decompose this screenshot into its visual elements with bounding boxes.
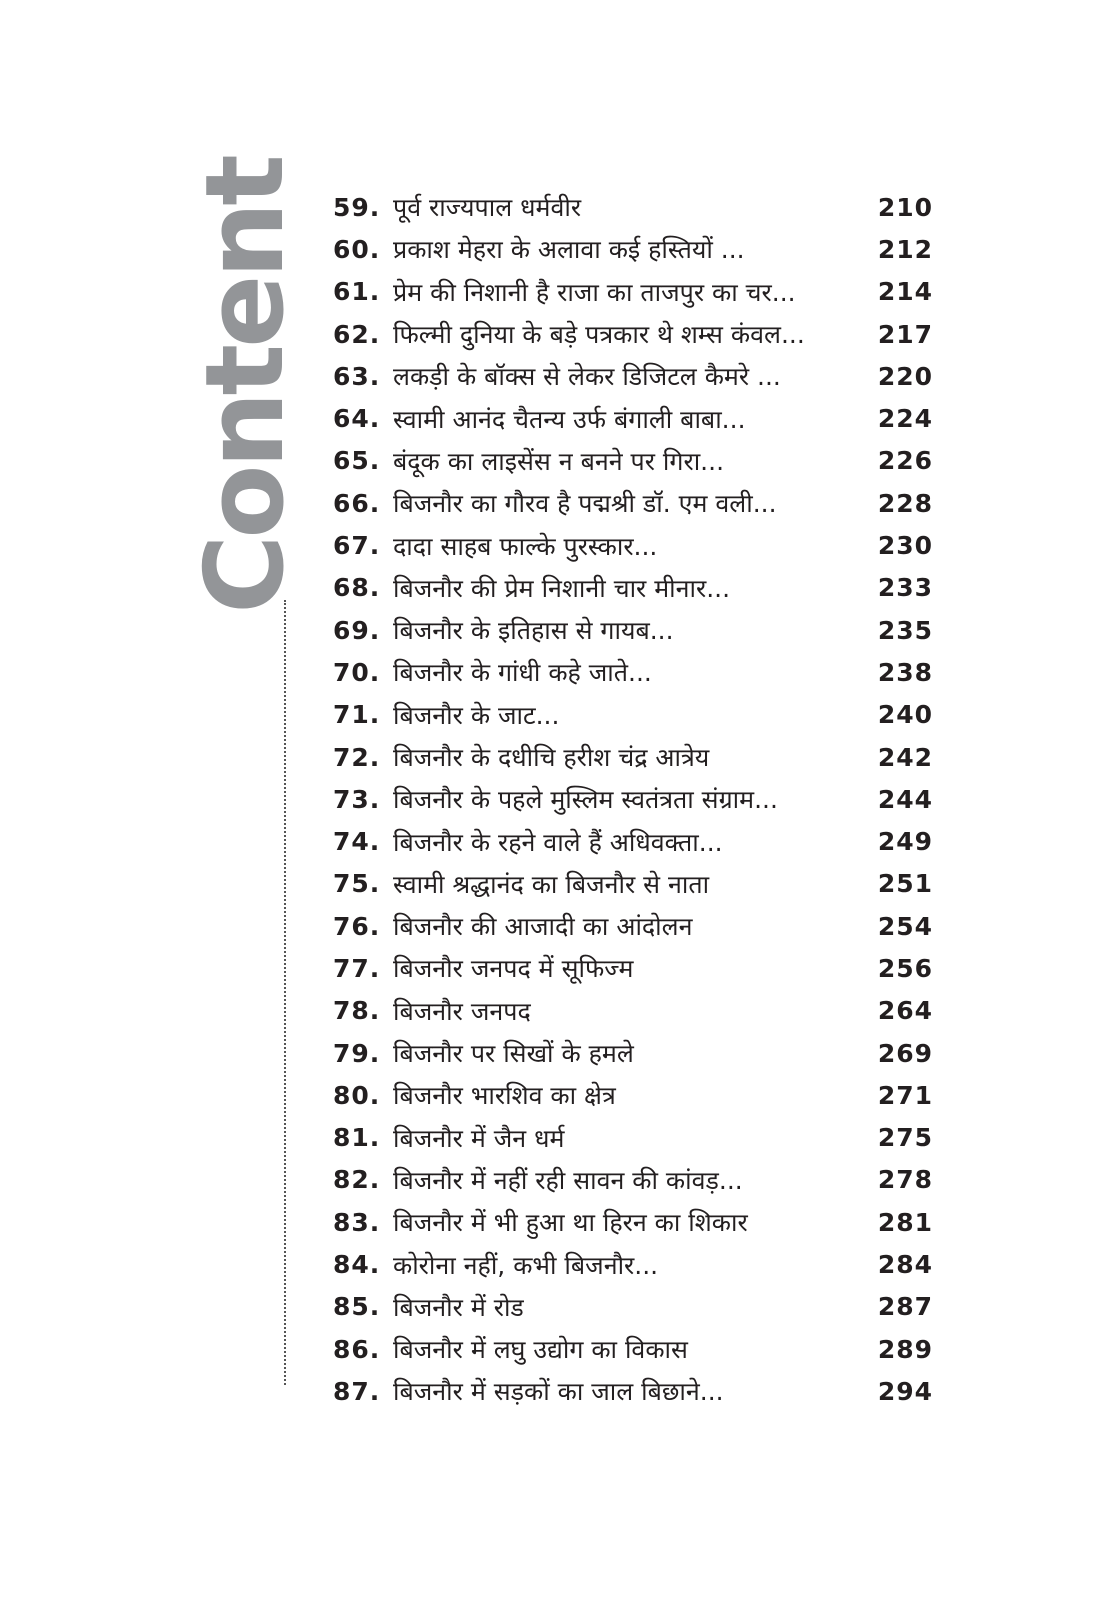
- toc-entry-number: 76.: [333, 911, 381, 941]
- toc-entry-title: बिजनौर जनपद: [393, 996, 531, 1026]
- toc-entry-title: बिजनौर के इतिहास से गायब...: [393, 616, 674, 646]
- toc-entry-page-number: 238: [877, 657, 933, 687]
- toc-entry-page-number: 281: [877, 1207, 933, 1237]
- toc-entry[interactable]: [333, 1159, 933, 1201]
- toc-entry-page-number: 269: [877, 1038, 933, 1068]
- content-side-title: [183, 157, 309, 614]
- toc-entry-title: बिजनौर में सड़कों का जाल बिछाने...: [393, 1377, 724, 1407]
- toc-entry-number: 72.: [333, 742, 381, 772]
- content-side-title-text: Content: [183, 157, 309, 614]
- toc-entry[interactable]: [333, 1201, 933, 1243]
- toc-entry-title: बिजनौर में लघु उद्योग का विकास: [393, 1335, 688, 1365]
- toc-entry-title: बिजनौर में नहीं रही सावन की कांवड़...: [393, 1165, 743, 1195]
- toc-entry-page-number: 233: [877, 573, 933, 603]
- toc-entry[interactable]: [333, 1117, 933, 1159]
- toc-entry-number: 73.: [333, 784, 381, 814]
- toc-entry-title: स्वामी आनंद चैतन्य उर्फ बंगाली बाबा...: [393, 404, 746, 434]
- toc-entry-page-number: 240: [877, 700, 933, 730]
- table-of-contents: [333, 186, 933, 1413]
- toc-entry-title: बिजनौर की प्रेम निशानी चार मीनार...: [393, 573, 731, 603]
- toc-entry-title: बिजनौर की आजादी का आंदोलन: [393, 912, 693, 942]
- toc-entry-number: 65.: [333, 446, 381, 476]
- toc-entry[interactable]: [333, 567, 933, 609]
- toc-entry[interactable]: [333, 651, 933, 693]
- toc-entry-number: 66.: [333, 488, 381, 518]
- toc-entry-title: बिजनौर में जैन धर्म: [393, 1123, 565, 1153]
- toc-entry[interactable]: [333, 990, 933, 1032]
- toc-entry-number: 63.: [333, 361, 381, 391]
- toc-entry[interactable]: [333, 1370, 933, 1412]
- toc-entry-title: बिजनौर पर सिखों के हमले: [393, 1039, 634, 1069]
- toc-entry-title: बिजनौर के जाट...: [393, 700, 560, 730]
- toc-entry[interactable]: [333, 1286, 933, 1328]
- toc-entry-page-number: 244: [877, 784, 933, 814]
- toc-entry-number: 69.: [333, 615, 381, 645]
- toc-entry[interactable]: [333, 947, 933, 989]
- toc-entry-number: 84.: [333, 1250, 381, 1280]
- toc-entry[interactable]: [333, 524, 933, 566]
- toc-entry-page-number: 256: [877, 953, 933, 983]
- toc-entry[interactable]: [333, 313, 933, 355]
- toc-entry-number: 62.: [333, 319, 381, 349]
- toc-entry-title: बिजनौर भारशिव का क्षेत्र: [393, 1081, 616, 1111]
- toc-entry-number: 80.: [333, 1080, 381, 1110]
- toc-entry-number: 74.: [333, 827, 381, 857]
- toc-entry-title: फिल्मी दुनिया के बड़े पत्रकार थे शम्स कंवल...: [393, 320, 805, 350]
- toc-entry-title: कोरोना नहीं, कभी बिजनौर...: [393, 1250, 659, 1280]
- toc-entry[interactable]: [333, 1328, 933, 1370]
- toc-entry-title: बिजनौर के पहले मुस्लिम स्वतंत्रता संग्राम...: [393, 785, 778, 815]
- toc-entry-title: बिजनौर के रहने वाले हैं अधिवक्ता...: [393, 827, 723, 857]
- toc-entry-number: 81.: [333, 1123, 381, 1153]
- toc-entry-page-number: 251: [877, 869, 933, 899]
- toc-entry-page-number: 275: [877, 1123, 933, 1153]
- toc-entry-page-number: 242: [877, 742, 933, 772]
- toc-entry-number: 61.: [333, 277, 381, 307]
- toc-entry-number: 82.: [333, 1165, 381, 1195]
- toc-entry-page-number: 210: [877, 192, 933, 222]
- toc-entry-page-number: 289: [877, 1334, 933, 1364]
- toc-entry-number: 79.: [333, 1038, 381, 1068]
- toc-entry-number: 70.: [333, 657, 381, 687]
- toc-entry-number: 75.: [333, 869, 381, 899]
- toc-entry[interactable]: [333, 355, 933, 397]
- toc-entry-number: 86.: [333, 1334, 381, 1364]
- toc-entry-title: बिजनौर का गौरव है पद्मश्री डॉ. एम वली...: [393, 489, 777, 519]
- toc-entry[interactable]: [333, 228, 933, 270]
- toc-entry-page-number: 284: [877, 1250, 933, 1280]
- toc-entry-title: लकड़ी के बॉक्स से लेकर डिजिटल कैमरे ...: [393, 362, 781, 392]
- toc-entry-page-number: 264: [877, 996, 933, 1026]
- toc-entry[interactable]: [333, 1032, 933, 1074]
- toc-entry-title: बिजनौर के दधीचि हरीश चंद्र आत्रेय: [393, 743, 710, 772]
- toc-entry-number: 87.: [333, 1376, 381, 1406]
- toc-entry[interactable]: [333, 482, 933, 524]
- toc-entry-page-number: 287: [877, 1292, 933, 1322]
- toc-entry-number: 83.: [333, 1207, 381, 1237]
- toc-entry-title: बिजनौर जनपद में सूफिज्म: [393, 954, 634, 984]
- toc-entry[interactable]: [333, 863, 933, 905]
- toc-entry[interactable]: [333, 440, 933, 482]
- toc-entry-number: 71.: [333, 700, 381, 730]
- toc-entry[interactable]: [333, 397, 933, 439]
- toc-entry-title: प्रकाश मेहरा के अलावा कई हस्तियों ...: [393, 235, 745, 265]
- toc-entry-page-number: 214: [877, 277, 933, 307]
- toc-entry-page-number: 235: [877, 615, 933, 645]
- toc-entry-title: दादा साहब फाल्के पुरस्कार...: [393, 531, 658, 561]
- toc-entry-number: 77.: [333, 953, 381, 983]
- toc-entry[interactable]: [333, 186, 933, 228]
- toc-entry-page-number: 220: [877, 361, 933, 391]
- toc-entry-number: 59.: [333, 192, 381, 222]
- toc-entry-number: 68.: [333, 573, 381, 603]
- toc-entry-number: 67.: [333, 531, 381, 561]
- toc-entry-page-number: 271: [877, 1080, 933, 1110]
- toc-entry-page-number: 228: [877, 488, 933, 518]
- toc-entry[interactable]: [333, 905, 933, 947]
- toc-entry[interactable]: [333, 778, 933, 820]
- toc-entry-page-number: 254: [877, 911, 933, 941]
- toc-entry[interactable]: [333, 271, 933, 313]
- toc-entry-number: 78.: [333, 996, 381, 1026]
- toc-entry-page-number: 224: [877, 404, 933, 434]
- dotted-divider: [284, 600, 286, 1385]
- toc-entry-number: 60.: [333, 234, 381, 264]
- toc-entry[interactable]: [333, 1074, 933, 1116]
- toc-entry-page-number: 249: [877, 827, 933, 857]
- toc-entry[interactable]: [333, 694, 933, 736]
- toc-entry-page-number: 212: [877, 234, 933, 264]
- toc-entry-number: 64.: [333, 404, 381, 434]
- toc-entry-page-number: 278: [877, 1165, 933, 1195]
- toc-entry-title: प्रेम की निशानी है राजा का ताजपुर का चर...: [393, 277, 796, 307]
- toc-entry-page-number: 226: [877, 446, 933, 476]
- toc-entry-title: बिजनौर में भी हुआ था हिरन का शिकार: [393, 1208, 748, 1238]
- toc-entry[interactable]: [333, 736, 933, 778]
- toc-entry-number: 85.: [333, 1292, 381, 1322]
- toc-entry-title: बिजनौर में रोड: [393, 1292, 524, 1322]
- toc-entry-page-number: 217: [877, 319, 933, 349]
- toc-entry-page-number: 230: [877, 531, 933, 561]
- toc-entry[interactable]: [333, 609, 933, 651]
- toc-entry-title: बिजनौर के गांधी कहे जाते...: [393, 658, 652, 688]
- toc-entry[interactable]: [333, 820, 933, 862]
- toc-entry-title: स्वामी श्रद्धानंद का बिजनौर से नाता: [393, 869, 710, 899]
- toc-entry-page-number: 294: [877, 1376, 933, 1406]
- toc-entry-title: पूर्व राज्यपाल धर्मवीर: [393, 193, 582, 223]
- toc-entry-title: बंदूक का लाइसेंस न बनने पर गिरा...: [393, 446, 725, 476]
- toc-entry[interactable]: [333, 1243, 933, 1285]
